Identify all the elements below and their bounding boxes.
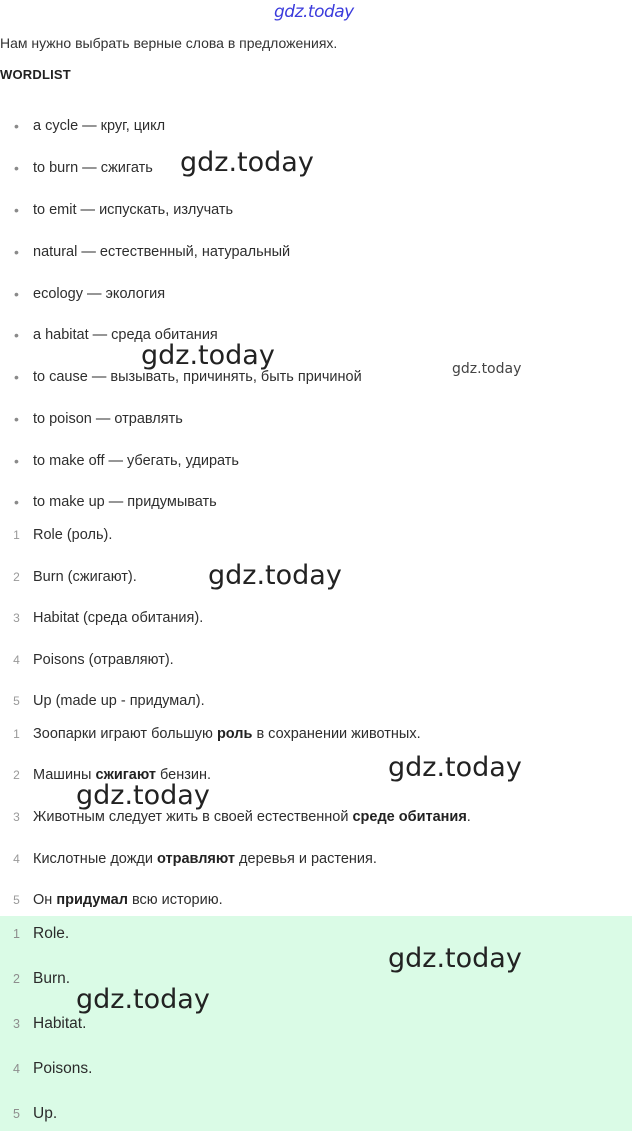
sentence-text: Машины сжигают бензин. <box>33 767 212 783</box>
bullet-icon: • <box>14 286 19 302</box>
final-answer-item <box>0 1103 57 1125</box>
final-answer-text: Up. <box>33 1105 58 1122</box>
sentence-text: Зоопарки играют большую роль в сохранении животных. <box>33 726 421 742</box>
highlighted-word: сжигают <box>95 767 156 783</box>
wordlist-item <box>0 491 217 513</box>
answer-text: Role (роль). <box>33 527 113 543</box>
final-answer-item <box>0 1013 86 1035</box>
highlighted-word: отравляют <box>156 851 236 867</box>
answer-text: Poisons (отравляют). <box>33 652 174 668</box>
highlighted-word: среде обитания <box>352 809 467 825</box>
watermark: gdz.today <box>76 780 210 811</box>
sentence-item <box>0 889 223 911</box>
answer-item <box>0 566 137 588</box>
watermark: gdz.today <box>76 984 210 1015</box>
list-number: 3 <box>13 611 20 625</box>
sentence-text: Кислотные дожди отравляют деревья и растения. <box>33 851 377 867</box>
sentence-item <box>0 848 377 870</box>
list-number: 1 <box>13 528 20 542</box>
bullet-icon: • <box>14 369 19 385</box>
final-answer-item <box>0 1058 92 1080</box>
watermark: gdz.today <box>180 147 314 178</box>
list-number: 5 <box>13 694 20 708</box>
wordlist-item <box>0 115 165 137</box>
list-number: 5 <box>13 893 20 907</box>
final-answer-text: Poisons. <box>33 1060 93 1077</box>
top-watermark: gdz.today <box>274 2 354 22</box>
final-answer-text: Burn. <box>33 970 71 987</box>
watermark: gdz.today <box>388 943 522 974</box>
wordlist-heading: WORDLIST <box>0 67 71 82</box>
final-answer-item <box>0 968 70 990</box>
list-number: 4 <box>13 852 20 866</box>
bullet-icon: • <box>14 327 19 343</box>
wordlist-item-text: a habitat — среда обитания <box>33 327 218 343</box>
wordlist-item-text: to make up — придумывать <box>33 494 217 510</box>
wordlist-item <box>0 450 239 472</box>
bullet-icon: • <box>14 118 19 134</box>
wordlist-item-text: to cause — вызывать, причинять, быть причиной <box>33 369 362 385</box>
wordlist-item <box>0 283 165 305</box>
final-answer-item <box>0 923 69 945</box>
list-number: 4 <box>13 653 20 667</box>
watermark: gdz.today <box>388 752 522 783</box>
answer-item <box>0 649 174 671</box>
wordlist-item-text: natural — естественный, натуральный <box>33 244 291 260</box>
sentence-item <box>0 723 421 745</box>
list-number: 2 <box>13 972 20 986</box>
list-number: 1 <box>13 727 20 741</box>
watermark: gdz.today <box>208 560 342 591</box>
answer-panel <box>0 916 632 1131</box>
bullet-icon: • <box>14 202 19 218</box>
bullet-icon: • <box>14 244 19 260</box>
list-number: 1 <box>13 927 20 941</box>
bullet-icon: • <box>14 411 19 427</box>
wordlist-item <box>0 408 183 430</box>
wordlist-item <box>0 241 290 263</box>
final-answer-text: Role. <box>33 925 70 942</box>
wordlist-item-text: to poison — отравлять <box>33 411 183 427</box>
answer-item <box>0 690 205 712</box>
bullet-icon: • <box>14 494 19 510</box>
intro-text: Нам нужно выбрать верные слова в предложениях. <box>0 35 338 51</box>
list-number: 5 <box>13 1107 20 1121</box>
list-number: 2 <box>13 768 20 782</box>
wordlist-item <box>0 157 153 179</box>
watermark: gdz.today <box>452 361 522 377</box>
list-number: 3 <box>13 1017 20 1031</box>
list-number: 4 <box>13 1062 20 1076</box>
wordlist-item-text: to make off — убегать, удирать <box>33 453 239 469</box>
bullet-icon: • <box>14 453 19 469</box>
watermark: gdz.today <box>141 340 275 371</box>
highlighted-word: придумал <box>56 892 128 908</box>
list-number: 2 <box>13 570 20 584</box>
answer-text: Up (made up - придумал). <box>33 693 205 709</box>
bullet-icon: • <box>14 160 19 176</box>
answer-item <box>0 607 203 629</box>
list-number: 3 <box>13 810 20 824</box>
answer-text: Burn (сжигают). <box>33 569 137 585</box>
highlighted-word: роль <box>216 726 253 742</box>
answer-item <box>0 524 112 546</box>
wordlist-item-text: a cycle — круг, цикл <box>33 118 166 134</box>
sentence-item <box>0 806 471 828</box>
final-answer-text: Habitat. <box>33 1015 87 1032</box>
wordlist-item <box>0 199 233 221</box>
sentence-text: Животным следует жить в своей естественной среде обитания. <box>33 809 471 825</box>
wordlist-item-text: to burn — сжигать <box>33 160 153 176</box>
sentence-text: Он придумал всю историю. <box>33 892 223 908</box>
wordlist-item-text: to emit — испускать, излучать <box>33 202 234 218</box>
wordlist-item-text: ecology — экология <box>33 286 166 302</box>
answer-text: Habitat (среда обитания). <box>33 610 204 626</box>
